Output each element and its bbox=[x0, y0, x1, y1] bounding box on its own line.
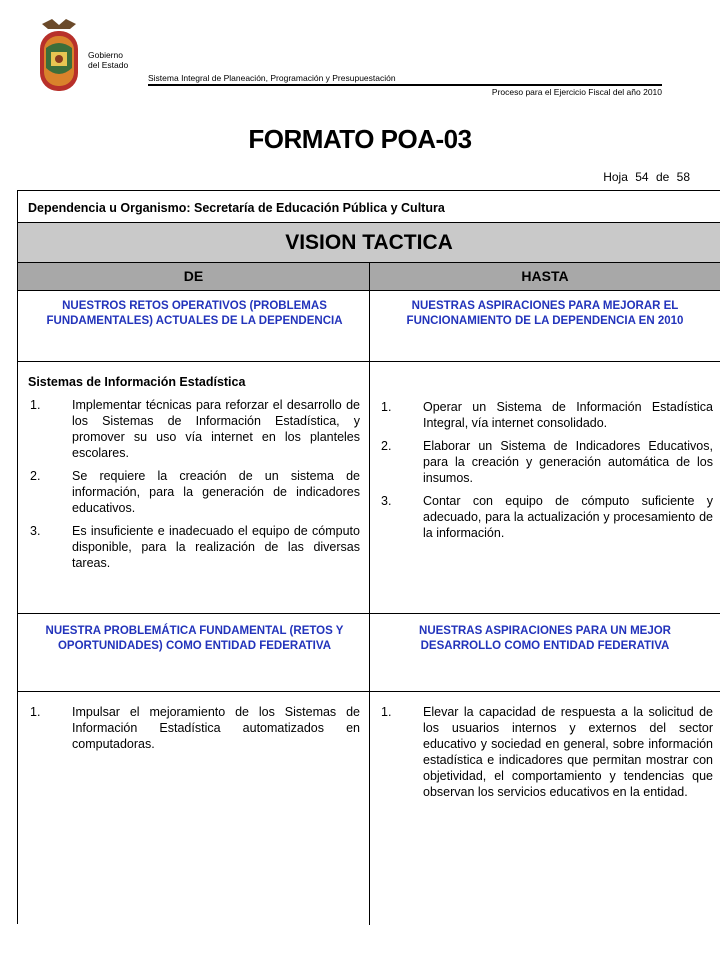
item-text: Contar con equipo de cómputo suficiente y adecuado, para la actualización y procesamiento de la información. bbox=[423, 494, 713, 540]
item-text: Elevar la capacidad de respuesta a la solicitud de los usuarios internos y externos del sector educativo y sociedad en general, sobre información estadística e indicadores que permitan mostrar con objetividad, el comportamiento y tendencias que observan los servicios educativos en la entidad. bbox=[423, 705, 713, 799]
process-label: Proceso para el Ejercicio Fiscal del año 2010 bbox=[491, 87, 662, 97]
hasta-heading: HASTA bbox=[521, 268, 569, 284]
list-item bbox=[30, 704, 360, 752]
vision-heading: VISION TACTICA bbox=[18, 223, 720, 263]
list-item bbox=[30, 397, 360, 461]
item-text: Es insuficiente e inadecuado el equipo de cómputo disponible, para la realización de las diversas tareas. bbox=[72, 524, 360, 570]
item-number: 3. bbox=[381, 494, 392, 508]
sheet-of: de bbox=[655, 170, 670, 184]
section1-right-heading: NUESTRAS ASPIRACIONES PARA MEJORAR EL FUNCIONAMIENTO DE LA DEPENDENCIA EN 2010 bbox=[406, 300, 684, 327]
page-header bbox=[0, 0, 720, 110]
section1-left-list bbox=[30, 397, 360, 578]
poa-form bbox=[17, 190, 720, 924]
gov-line1: Gobierno bbox=[88, 50, 123, 60]
item-text: Operar un Sistema de Información Estadística Integral, vía internet consolidado. bbox=[423, 400, 713, 430]
header-rule bbox=[148, 84, 662, 86]
dependency-row: Dependencia u Organismo: Secretaría de Educación Pública y Cultura bbox=[18, 191, 720, 223]
item-text: Se requiere la creación de un sistema de información, para la generación de indicadores educativos. bbox=[72, 469, 360, 515]
gov-line2: del Estado bbox=[88, 60, 129, 70]
section2-left-list bbox=[30, 704, 360, 759]
sheet-number bbox=[603, 170, 690, 184]
item-number: 2. bbox=[381, 439, 392, 453]
item-number: 1. bbox=[30, 398, 41, 412]
item-number: 2. bbox=[30, 469, 41, 483]
list-item bbox=[381, 493, 713, 541]
list-item bbox=[381, 399, 713, 431]
item-text: Elaborar un Sistema de Indicadores Educativos, para la creación y generación automática de los insumos. bbox=[423, 439, 713, 485]
item-number: 1. bbox=[381, 400, 392, 414]
section2-left-heading: NUESTRA PROBLEMÁTICA FUNDAMENTAL (RETOS Y OPORTUNIDADES) COMO ENTIDAD FEDERATIVA bbox=[45, 625, 344, 652]
list-item bbox=[30, 523, 360, 571]
list-item bbox=[381, 438, 713, 486]
divider bbox=[18, 691, 720, 692]
section1-right-list bbox=[381, 399, 713, 548]
item-number: 1. bbox=[30, 705, 41, 719]
sheet-label: Hoja bbox=[603, 170, 628, 184]
section2-right-list bbox=[381, 704, 713, 807]
item-number: 1. bbox=[381, 705, 392, 719]
government-label bbox=[88, 50, 128, 70]
divider bbox=[18, 361, 720, 362]
item-text: Impulsar el mejoramiento de los Sistemas de Información Estadística automatizados en computadoras. bbox=[72, 705, 360, 751]
item-number: 3. bbox=[30, 524, 41, 538]
system-title: Sistema Integral de Planeación, Programación y Presupuestación bbox=[148, 73, 396, 83]
section2-right-heading: NUESTRAS ASPIRACIONES PARA UN MEJOR DESARROLLO COMO ENTIDAD FEDERATIVA bbox=[419, 625, 671, 652]
state-seal-icon bbox=[36, 18, 82, 94]
divider bbox=[18, 613, 720, 614]
column-divider bbox=[369, 263, 370, 925]
list-item bbox=[30, 468, 360, 516]
de-heading: DE bbox=[183, 268, 204, 284]
document-title: FORMATO POA-03 bbox=[248, 124, 472, 154]
sheet-total: 58 bbox=[676, 170, 690, 184]
sheet-current: 54 bbox=[635, 170, 649, 184]
section1-left-heading: NUESTROS RETOS OPERATIVOS (PROBLEMAS FUNDAMENTALES) ACTUALES DE LA DEPENDENCIA bbox=[46, 300, 343, 327]
list-item bbox=[381, 704, 713, 800]
item-text: Implementar técnicas para reforzar el desarrollo de los Sistemas de Información Estadística, y promover su uso vía internet en los planteles escolares. bbox=[72, 398, 360, 460]
section1-left-title: Sistemas de Información Estadística bbox=[28, 375, 246, 389]
